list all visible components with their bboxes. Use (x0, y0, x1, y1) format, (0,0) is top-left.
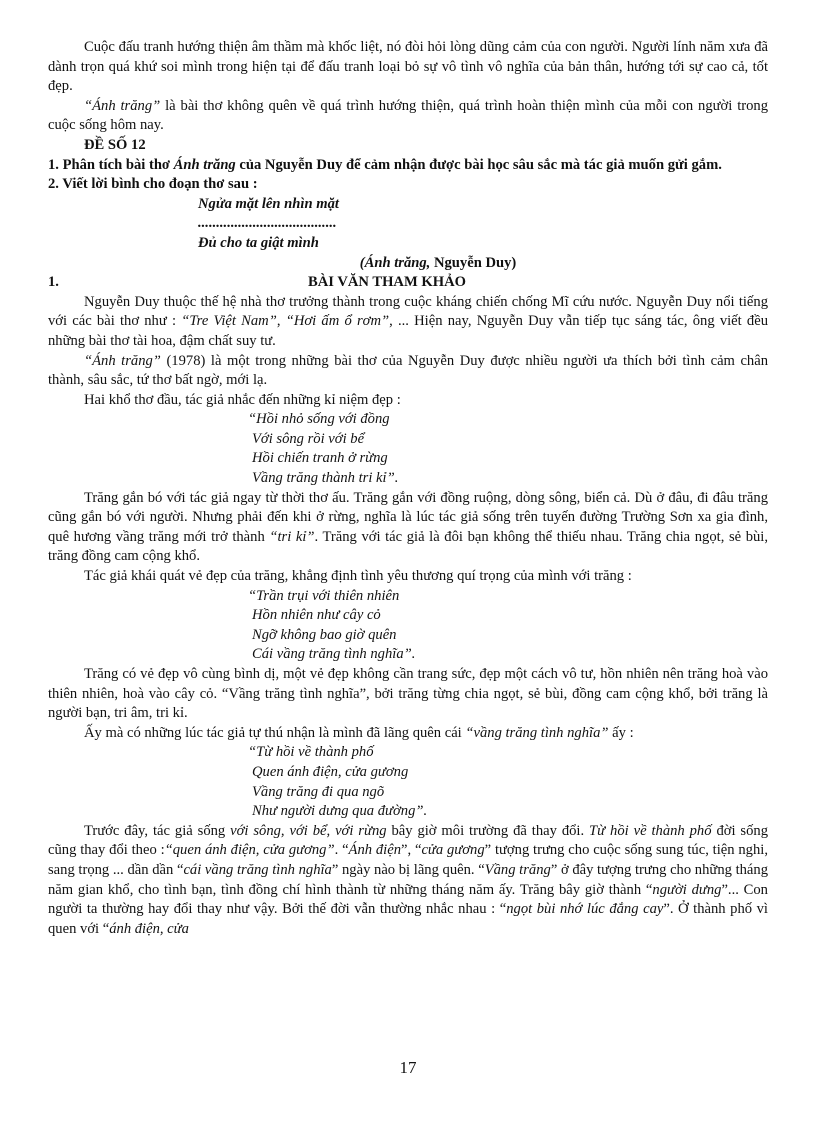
answer-paragraph-8: Trước đây, tác giả sống với sông, với bể, với rừng bây giờ môi trường đã thay đổi. Từ hồi về thành phố đời sống cũng thay đổi theo :“quen ánh điện, cửa gương”. “Ánh điện”, “cửa gương” tượng trưng cho cuộc sống sung túc, tiện nghi, sang trọng ... dần dần “cái vầng trăng tình nghĩa” ngày nào bị lãng quên. “Vầng trăng” ở đây tượng trưng cho những tháng năm gian khổ, cho tình bạn, tình đồng chí hình thành từ những tháng năm ấy. Trăng bây giờ thành “người dưng”... Con người ta thường hay đổi thay như vậy. Bởi thế đời vẫn thường nhắc nhau : “ngọt bùi nhớ lúc đắng cay”. Ở thành phố vì quen với “ánh điện, cửa (48, 822, 769, 937)
poem-line: “Trần trụi với thiên nhiên (248, 587, 400, 604)
answer-paragraph-2: “Ánh trăng” (1978) là một trong những bài thơ của Nguyễn Duy được nhiều người ưa thích bởi tình cảm chân thành, sâu sắc, tứ thơ bất ngờ, mới lạ. (48, 352, 768, 389)
poem-line: Vầng trăng đi qua ngõ (252, 783, 385, 800)
answer-title: BÀI VĂN THAM KHẢO (308, 274, 466, 291)
poem-line: Quen ánh điện, cửa gương (252, 763, 409, 780)
excerpt-line: ...................................... (198, 215, 337, 232)
poem-line: Cái vầng trăng tình nghĩa”. (252, 646, 416, 663)
answer-paragraph-4: Trăng gắn bó với tác giả ngay từ thời thơ ấu. Trăng gắn với đồng ruộng, dòng sông, biển cả. Dù ở đâu, đi đâu trăng cũng gắn bó với người. Nhưng phải đến khi ở rừng, nghĩa là lúc tác giả sống trên tuyến đường Trường Sơn xa gia đình, quê hương vầng trăng mới trở thành “tri kỉ”. Trăng với tác giả là đôi bạn không thể thiếu nhau. Trăng chia ngọt, sẻ bùi, trăng đồng cam cộng khổ. (48, 489, 769, 565)
answer-number: 1. (48, 274, 59, 291)
exam-title: ĐỀ SỐ 12 (84, 136, 146, 153)
page-number: 17 (399, 1058, 417, 1077)
poem-line: “Hồi nhỏ sống với đồng (248, 411, 390, 428)
poem-line: Hồi chiến tranh ở rừng (252, 450, 388, 467)
excerpt-source: (Ánh trăng, Nguyễn Duy) (359, 254, 517, 271)
question-2: 2. Viết lời bình cho đoạn thơ sau : (48, 176, 258, 193)
excerpt-line: Ngửa mặt lên nhìn mặt (198, 195, 339, 212)
poem-stanza-2 (48, 587, 768, 665)
intro-paragraph-2: “Ánh trăng” là bài thơ không quên về quá trình hướng thiện, quá trình hoàn thiện mình của mỗi con người trong cuộc sống hôm nay. (48, 97, 769, 134)
poem-stanza-1 (48, 410, 768, 488)
excerpt-block (48, 195, 768, 254)
excerpt-line: Đủ cho ta giật mình (198, 234, 319, 251)
poem-line: “Từ hồi về thành phố (248, 744, 374, 761)
intro-paragraph-1: Cuộc đấu tranh hướng thiện âm thầm mà khốc liệt, nó đòi hỏi lòng dũng cảm của con người. Người lính năm xưa đã dành trọn quá khứ soi mình trong hiện tại để đấu tranh loại bỏ sự vô tình vô nghĩa của bản thân, hướng tới sự cao cả, tốt đẹp. (48, 39, 768, 95)
poem-line: Hồn nhiên như cây cỏ (252, 607, 381, 624)
poem-stanza-3 (48, 743, 768, 821)
document-page (48, 38, 768, 939)
poem-line: Như người dưng qua đường”. (252, 803, 428, 820)
answer-paragraph-1: Nguyễn Duy thuộc thế hệ nhà thơ trưởng thành trong cuộc kháng chiến chống Mĩ cứu nước. Nguyễn Duy nổi tiếng với các bài thơ như : “Tre Việt Nam”, “Hơi ấm ổ rơm”, ... Hiện nay, Nguyễn Duy vẫn tiếp tục sáng tác, ông viết đều những bài thơ tài hoa, đậm chất suy tư. (48, 293, 768, 349)
poem-line: Ngỡ không bao giờ quên (252, 626, 397, 643)
poem-line: Vầng trăng thành tri kỉ”. (252, 470, 399, 487)
answer-paragraph-5: Tác giả khái quát vẻ đẹp của trăng, khẳng định tình yêu thương quí trọng của mình với trăng : (84, 568, 632, 585)
answer-paragraph-3: Hai khổ thơ đầu, tác giả nhắc đến những kỉ niệm đẹp : (84, 391, 401, 408)
poem-line: Với sông rồi với bể (252, 430, 365, 447)
answer-paragraph-7: Ấy mà có những lúc tác giả tự thú nhận là mình đã lãng quên cái “vầng trăng tình nghĩa” ấy : (84, 724, 634, 741)
poem-title: “Ánh trăng” (84, 97, 161, 114)
answer-heading (48, 273, 768, 293)
question-1: 1. Phân tích bài thơ Ánh trăng của Nguyễn Duy để cảm nhận được bài học sâu sắc mà tác giả muốn gửi gắm. (48, 156, 722, 173)
answer-paragraph-6: Trăng có vẻ đẹp vô cùng bình dị, một vẻ đẹp không cần trang sức, đẹp một cách vô tư, hồn nhiên nên trăng hoà vào thiên nhiên, hoà vào cây cỏ. “Vầng trăng tình nghĩa”, bởi trăng từng chia ngọt, sẻ bùi, đồng cam cộng khổ, bởi trăng là người bạn, tri âm, tri kỉ. (48, 666, 768, 722)
